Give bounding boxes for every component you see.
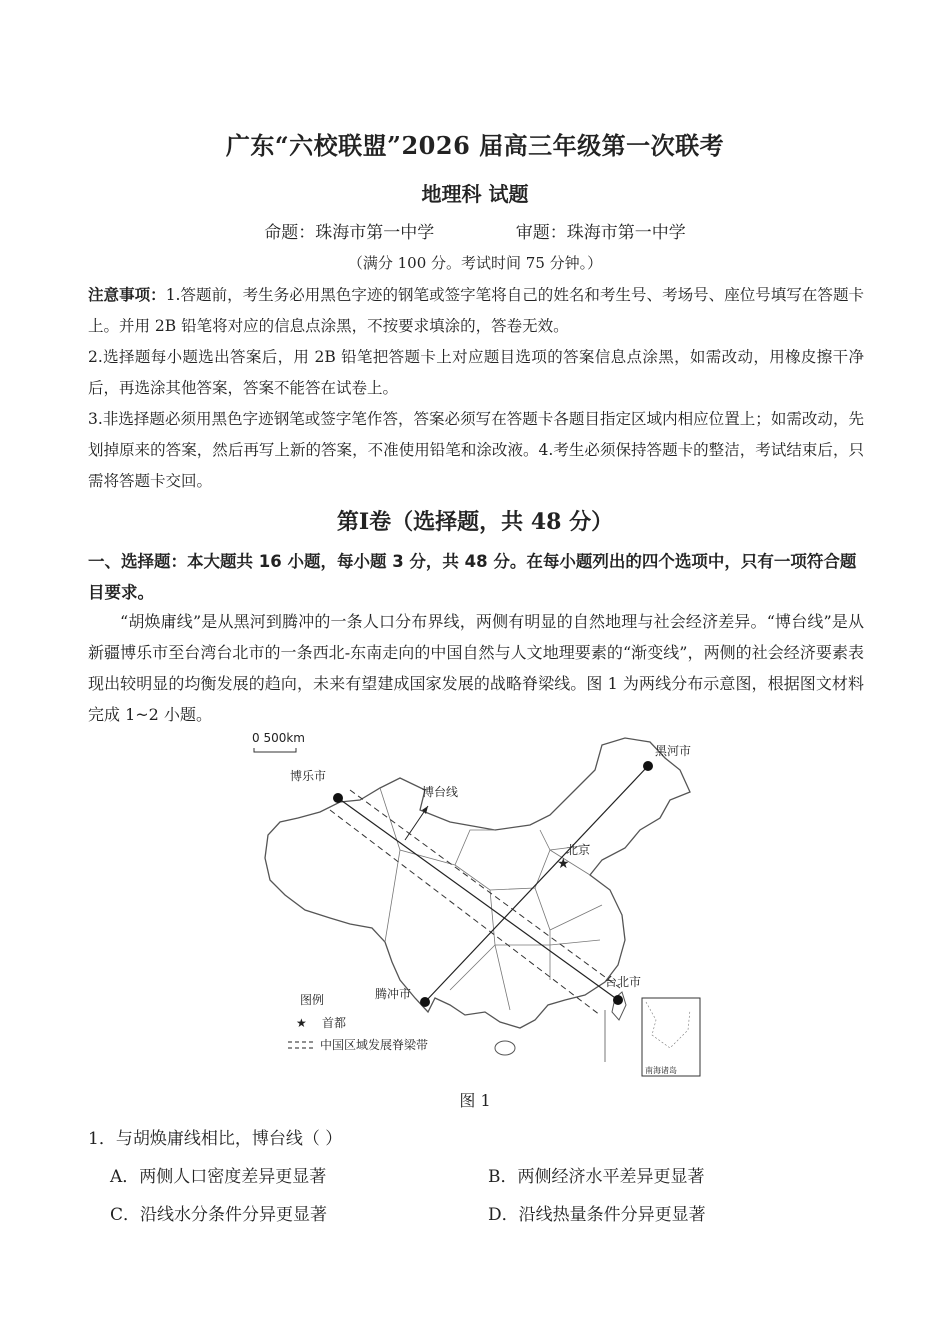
notes-item-2: 2.选择题每小题选出答案后，用 2B 铅笔把答题卡上对应题目选项的答案信息点涂黑，如需改动，用橡皮擦干净后，再选涂其他答案，答案不能答在试卷上。 <box>88 348 864 397</box>
legend-belt: 中国区域发展脊梁带 <box>320 1038 429 1052</box>
hu-line <box>425 766 648 1002</box>
taibei-dot <box>613 995 623 1005</box>
label-taibei: 台北市 <box>605 975 642 989</box>
notes-item-3: 3.非选择题必须用黑色字迹钢笔或签字笔作答，答案必须写在答题卡各题目指定区域内相应位置上；如需改动，先划掉原来的答案，然后再写上新的答案，不准使用铅笔和涂改液。4.考生必须保持答题卡的整洁，考试结束后，只需将答题卡交回。 <box>88 410 864 490</box>
author-label: 命题：珠海市第一中学 <box>264 223 435 243</box>
question-1-option-c: C．沿线水分条件分异更显著 <box>110 1205 328 1225</box>
author-line <box>0 218 950 243</box>
section-title: 第Ⅰ卷（选择题，共 48 分） <box>336 509 614 535</box>
tengchong-dot <box>420 997 430 1007</box>
part1-heading: 一、选择题：本大题共 16 小题，每小题 3 分，共 48 分。在每小题列出的四个选项中，只有一项符合题目要求。 <box>88 552 857 602</box>
inset-frame <box>642 998 700 1076</box>
inset-boundary <box>646 1002 690 1048</box>
botai-line <box>338 798 618 1000</box>
label-tengchong: 腾冲市 <box>375 987 412 1001</box>
label-heihe: 黑河市 <box>655 744 692 758</box>
label-beijing: 北京 <box>566 843 591 857</box>
exam-notes <box>88 280 864 497</box>
notes-label: 注意事项： <box>88 286 166 304</box>
legend-title: 图例 <box>300 993 325 1007</box>
label-bole: 博乐市 <box>290 769 327 783</box>
china-map-figure <box>250 730 720 1080</box>
heihe-dot <box>643 761 653 771</box>
passage-text: “胡焕庸线”是从黑河到腾冲的一条人口分布界线，两侧有明显的自然地理与社会经济差异。“博台线”是从新疆博乐市至台湾台北市的一条西北-东南走向的中国自然与人文地理要素的“渐变线”，两侧的社会经济要素表现出较明显的均衡发展的趋向，未来有望建成国家发展的战略脊梁线。图 1 为两线分布示意图，根据图文材料完成 1~2 小题。 <box>88 612 864 724</box>
province-boundaries <box>380 788 602 1010</box>
question-1-stem: 1．与胡焕庸线相比，博台线（ ） <box>88 1129 343 1149</box>
bole-dot <box>333 793 343 803</box>
legend-star-icon: ★ <box>296 1016 307 1030</box>
scale-label: 0 500km <box>252 731 305 745</box>
score-info: （满分 100 分。考试时间 75 分钟。） <box>347 254 603 272</box>
label-botai: 博台线 <box>422 785 459 799</box>
question-1-option-a: A．两侧人口密度差异更显著 <box>110 1167 327 1187</box>
question-1-option-d: D．沿线热量条件分异更显著 <box>488 1205 706 1225</box>
subject-title: 地理科 试题 <box>421 182 529 206</box>
notes-item-1: 注意事项：1.答题前，考生务必用黑色字迹的钢笔或签字笔将自己的姓名和考生号、考场号、座位号填写在答题卡上。并用 2B 铅笔将对应的信息点涂黑，不按要求填涂的，答卷无效。 <box>88 286 864 335</box>
scale-bar <box>254 748 296 752</box>
inset-label: 南海诸岛 <box>645 1066 677 1075</box>
reviewer-label: 审题：珠海市第一中学 <box>515 223 686 243</box>
beijing-star-icon: ★ <box>557 856 570 872</box>
question-1-option-b: B．两侧经济水平差异更显著 <box>488 1167 705 1187</box>
legend-capital: 首都 <box>322 1016 347 1030</box>
hainan-island <box>495 1041 515 1055</box>
figure-caption: 图 1 <box>459 1091 491 1110</box>
exam-title: 广东“六校联盟”2026 届高三年级第一次联考 <box>225 131 725 160</box>
